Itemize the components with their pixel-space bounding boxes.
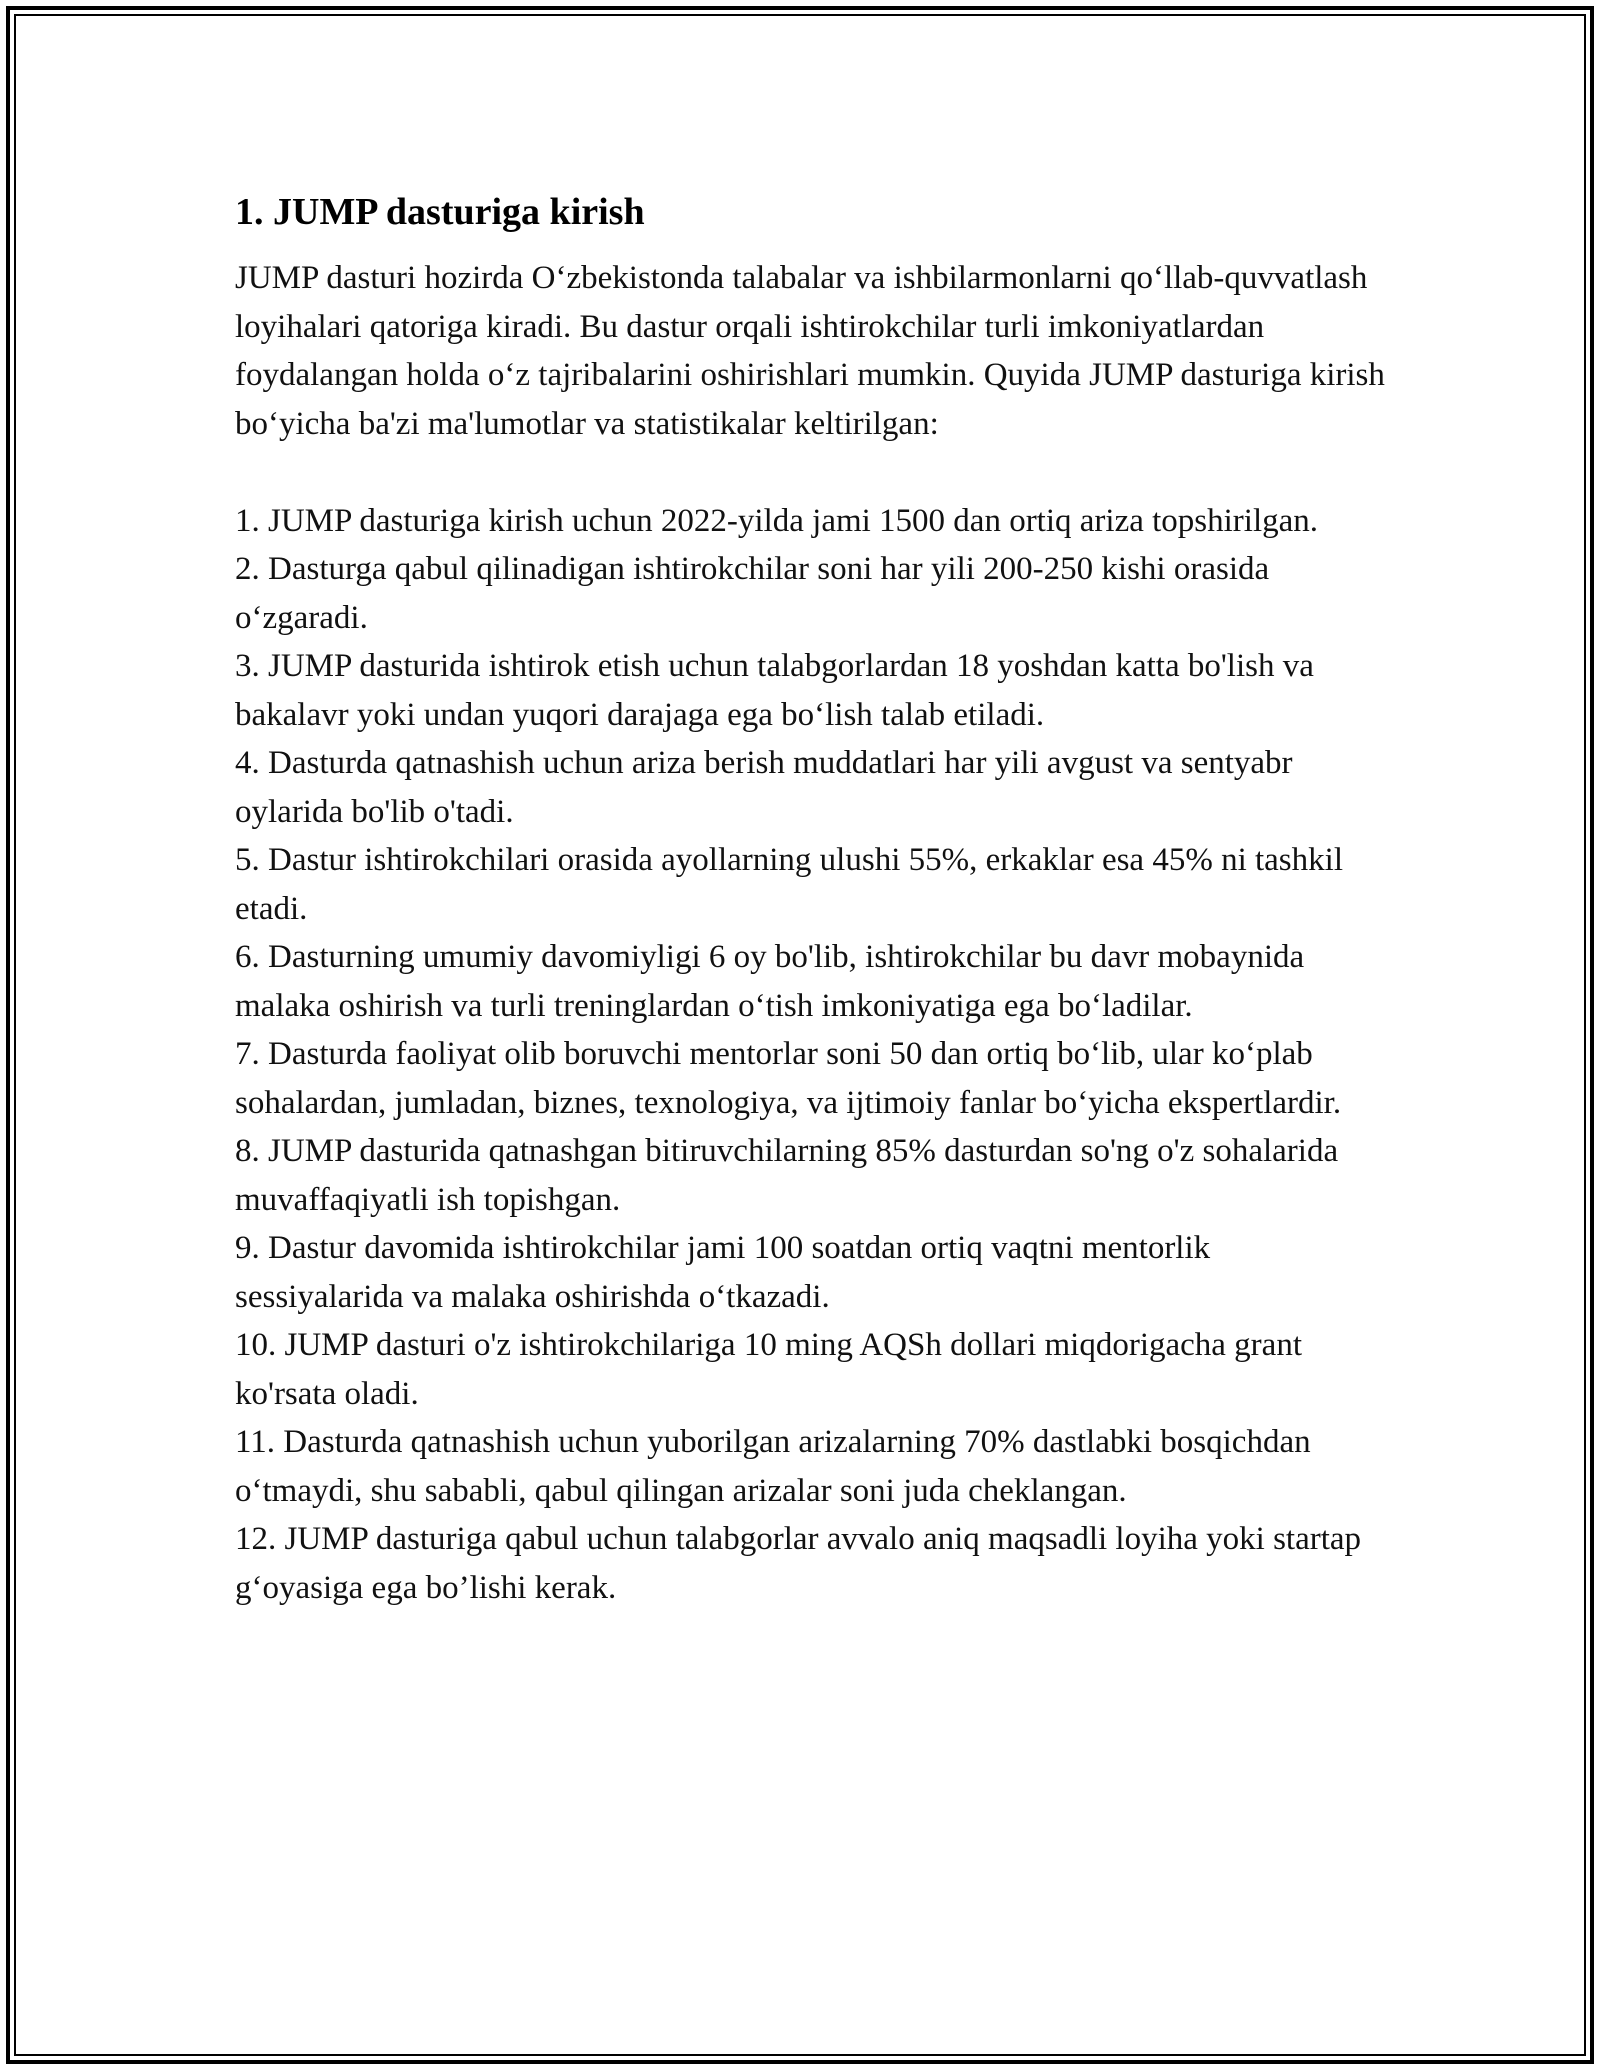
list-item: 5. Dastur ishtirokchilari orasida ayollarning ulushi 55%, erkaklar esa 45% ni tashkil etadi.: [235, 842, 1343, 927]
list-item: 2. Dasturga qabul qilinadigan ishtirokchilar soni har yili 200-250 kishi orasida o‘zgaradi.: [235, 551, 1270, 636]
list-item: 3. JUMP dasturida ishtirok etish uchun talabgorlardan 18 yoshdan katta bo'lish va bakalavr yoki undan yuqori darajaga ega bo‘lish talab etiladi.: [235, 648, 1314, 733]
intro-paragraph: JUMP dasturi hozirda O‘zbekistonda talabalar va ishbilarmonlarni qo‘llab-quvvatlash loyihalari qatoriga kiradi. Bu dastur orqali ishtirokchilar turli imkoniyatlardan foydalangan holda o‘z tajribalarini oshirishlari mumkin. Quyida JUMP dasturiga kirish bo‘yicha ba'zi ma'lumotlar va statistikalar keltirilgan:: [235, 260, 1385, 442]
list-item: 8. JUMP dasturida qatnashgan bitiruvchilarning 85% dasturdan so'ng o'z sohalarida muvaffaqiyatli ish topishgan.: [235, 1133, 1339, 1218]
list-item: 7. Dasturda faoliyat olib boruvchi mentorlar soni 50 dan ortiq bo‘lib, ular ko‘plab sohalardan, jumladan, biznes, texnologiya, va ijtimoiy fanlar bo‘yicha ekspertlardir.: [235, 1036, 1342, 1121]
list-item: 11. Dasturda qatnashish uchun yuborilgan arizalarning 70% dastlabki bosqichdan o‘tmaydi, shu sababli, qabul qilingan arizalar soni juda cheklangan.: [235, 1424, 1311, 1509]
list-item: 6. Dasturning umumiy davomiyligi 6 oy bo'lib, ishtirokchilar bu davr mobaynida malaka oshirish va turli treninglardan o‘tish imkoniyatiga ega bo‘ladilar.: [235, 939, 1305, 1024]
list-item: 9. Dastur davomida ishtirokchilar jami 100 soatdan ortiq vaqtni mentorlik sessiyalarida va malaka oshirishda o‘tkazadi.: [235, 1230, 1211, 1315]
facts-list: [235, 497, 1385, 1613]
list-item: 1. JUMP dasturiga kirish uchun 2022-yilda jami 1500 dan ortiq ariza topshirilgan.: [235, 502, 1319, 539]
list-item: 10. JUMP dasturi o'z ishtirokchilariga 10 ming AQSh dollari miqdorigacha grant ko'rsata oladi.: [235, 1327, 1302, 1412]
document-body: [235, 186, 1385, 1612]
list-item: 12. JUMP dasturiga qabul uchun talabgorlar avvalo aniq maqsadli loyiha yoki startap g‘oyasiga ega bo’lishi kerak.: [235, 1521, 1362, 1606]
section-heading: 1. JUMP dasturiga kirish: [235, 191, 645, 233]
list-item: 4. Dasturda qatnashish uchun ariza berish muddatlari har yili avgust va sentyabr oylarida bo'lib o'tadi.: [235, 745, 1293, 830]
